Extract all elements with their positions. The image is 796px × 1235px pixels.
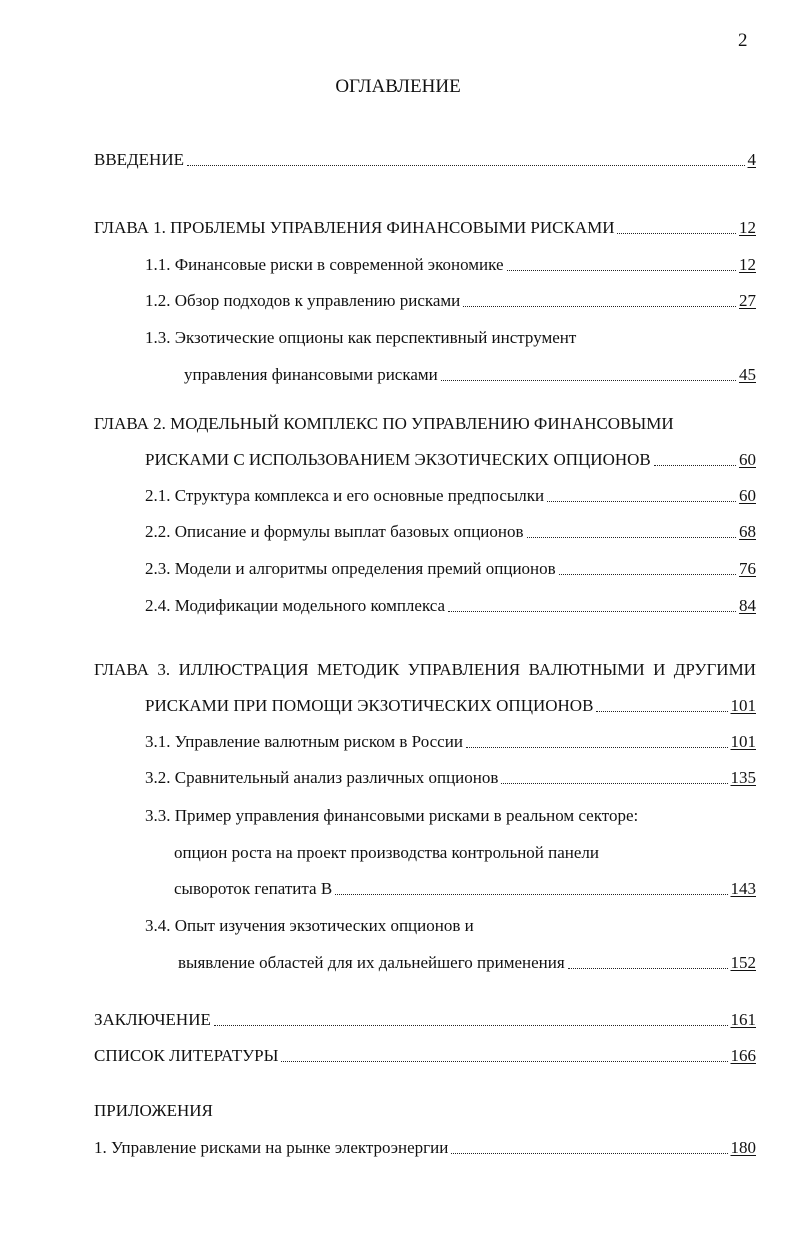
toc-entry-text: РИСКАМИ С ИСПОЛЬЗОВАНИЕМ ЭКЗОТИЧЕСКИХ ОПЦИОНОВ — [145, 450, 651, 469]
dot-leader — [527, 537, 736, 538]
toc-appendices-heading: ПРИЛОЖЕНИЯ — [94, 1101, 213, 1120]
toc-entry-section-3-3-cont[interactable]: опцион роста на проект производства контрольной панели — [174, 843, 600, 862]
toc-page-number: 84 — [739, 596, 756, 615]
toc-entry-conclusion[interactable] — [94, 1010, 756, 1030]
toc-page-number: 45 — [739, 365, 756, 384]
toc-page-number: 101 — [730, 696, 756, 715]
dot-leader — [507, 270, 736, 271]
toc-entry-text: 1. Управление рисками на рынке электроэнергии — [94, 1138, 449, 1157]
toc-entry-section-3-3[interactable]: 3.3. Пример управления финансовыми рисками в реальном секторе: — [145, 806, 639, 825]
toc-entry-chapter-1[interactable] — [94, 218, 756, 238]
toc-entry-section-3-4[interactable]: 3.4. Опыт изучения экзотических опционов и — [145, 916, 474, 935]
dot-leader — [281, 1061, 727, 1062]
toc-entry-text: 2.1. Структура комплекса и его основные предпосылки — [145, 486, 545, 505]
dot-leader — [547, 501, 736, 502]
toc-entry-text: ГЛАВА 1. ПРОБЛЕМЫ УПРАВЛЕНИЯ ФИНАНСОВЫМИ РИСКАМИ — [94, 218, 615, 237]
toc-entry-text: ВВЕДЕНИЕ — [94, 150, 184, 169]
toc-page-number: 27 — [739, 291, 756, 310]
toc-page-number: 68 — [739, 522, 756, 541]
toc-entry-text: 3.2. Сравнительный анализ различных опционов — [145, 768, 499, 787]
heading-word: 3. — [157, 660, 171, 679]
toc-entry-chapter-2-cont[interactable] — [145, 450, 756, 470]
dot-leader — [463, 306, 736, 307]
dot-leader — [451, 1153, 727, 1154]
dot-leader — [335, 894, 727, 895]
toc-page-number: 143 — [730, 879, 756, 898]
toc-page-number: 166 — [730, 1046, 756, 1065]
toc-entry-text: РИСКАМИ ПРИ ПОМОЩИ ЭКЗОТИЧЕСКИХ ОПЦИОНОВ — [145, 696, 594, 715]
heading-word: И — [653, 660, 666, 679]
toc-entry-chapter-2[interactable]: ГЛАВА 2. МОДЕЛЬНЫЙ КОМПЛЕКС ПО УПРАВЛЕНИЮ ФИНАНСОВЫМИ — [94, 414, 674, 433]
toc-page-number: 135 — [730, 768, 756, 787]
toc-entry-text: управления финансовыми рисками — [184, 365, 438, 384]
toc-page-number: 76 — [739, 559, 756, 578]
toc-entry-section-2-4[interactable] — [145, 596, 756, 616]
toc-entry-chapter-3-cont[interactable] — [145, 696, 756, 716]
toc-entry-text: ЗАКЛЮЧЕНИЕ — [94, 1010, 211, 1029]
toc-entry-section-1-3[interactable]: 1.3. Экзотические опционы как перспективный инструмент — [145, 328, 577, 347]
toc-page-number: 101 — [730, 732, 756, 751]
page-title: ОГЛАВЛЕНИЕ — [335, 76, 461, 97]
toc-entry-text: СПИСОК ЛИТЕРАТУРЫ — [94, 1046, 279, 1065]
toc-entry-text: 3.1. Управление валютным риском в России — [145, 732, 463, 751]
toc-entry-section-3-3-cont2[interactable] — [174, 879, 756, 899]
dot-leader — [448, 611, 736, 612]
toc-entry-section-3-2[interactable] — [145, 768, 756, 788]
heading-word: ВАЛЮТНЫМИ — [528, 660, 645, 679]
heading-word: ИЛЛЮСТРАЦИЯ — [178, 660, 309, 679]
dot-leader — [617, 233, 736, 234]
toc-entry-text: сывороток гепатита В — [174, 879, 333, 898]
toc-entry-section-2-3[interactable] — [145, 559, 756, 579]
dot-leader — [654, 465, 736, 466]
dot-leader — [596, 711, 727, 712]
heading-word: ДРУГИМИ — [673, 660, 756, 679]
toc-entry-section-1-3-cont[interactable] — [184, 365, 756, 385]
dot-leader — [466, 747, 728, 748]
heading-word: ГЛАВА — [94, 660, 149, 679]
dot-leader — [559, 574, 736, 575]
toc-entry-chapter-3[interactable] — [94, 660, 756, 680]
toc-page-number: 180 — [730, 1138, 756, 1157]
toc-entry-section-3-1[interactable] — [145, 732, 756, 752]
toc-page-number: 161 — [730, 1010, 756, 1029]
toc-page-number: 4 — [747, 150, 756, 169]
toc-page-number: 60 — [739, 486, 756, 505]
dot-leader — [501, 783, 727, 784]
heading-word: МЕТОДИК — [317, 660, 400, 679]
dot-leader — [214, 1025, 728, 1026]
toc-entry-text: 2.3. Модели и алгоритмы определения премий опционов — [145, 559, 556, 578]
toc-entry-section-2-1[interactable] — [145, 486, 756, 506]
toc-entry-text: 2.2. Описание и формулы выплат базовых опционов — [145, 522, 524, 541]
toc-entry-text: 1.2. Обзор подходов к управлению рисками — [145, 291, 461, 310]
toc-entry-text: 2.4. Модификации модельного комплекса — [145, 596, 446, 615]
toc-entry-section-3-4-cont[interactable] — [178, 953, 756, 973]
toc-page-number: 12 — [739, 255, 756, 274]
toc-entry-appendix-1[interactable] — [94, 1138, 756, 1158]
toc-entry-intro[interactable] — [94, 150, 756, 170]
toc-entry-references[interactable] — [94, 1046, 756, 1066]
toc-page-number: 152 — [730, 953, 756, 972]
toc-page-number: 60 — [739, 450, 756, 469]
page-number: 2 — [738, 30, 748, 51]
toc-entry-section-1-2[interactable] — [145, 291, 756, 311]
dot-leader — [441, 380, 736, 381]
toc-entry-section-2-2[interactable] — [145, 522, 756, 542]
dot-leader — [568, 968, 728, 969]
heading-word: УПРАВЛЕНИЯ — [407, 660, 521, 679]
toc-page-number: 12 — [739, 218, 756, 237]
dot-leader — [187, 165, 745, 166]
toc-entry-section-1-1[interactable] — [145, 255, 756, 275]
toc-entry-text: 1.1. Финансовые риски в современной экономике — [145, 255, 504, 274]
toc-entry-text: выявление областей для их дальнейшего применения — [178, 953, 565, 972]
